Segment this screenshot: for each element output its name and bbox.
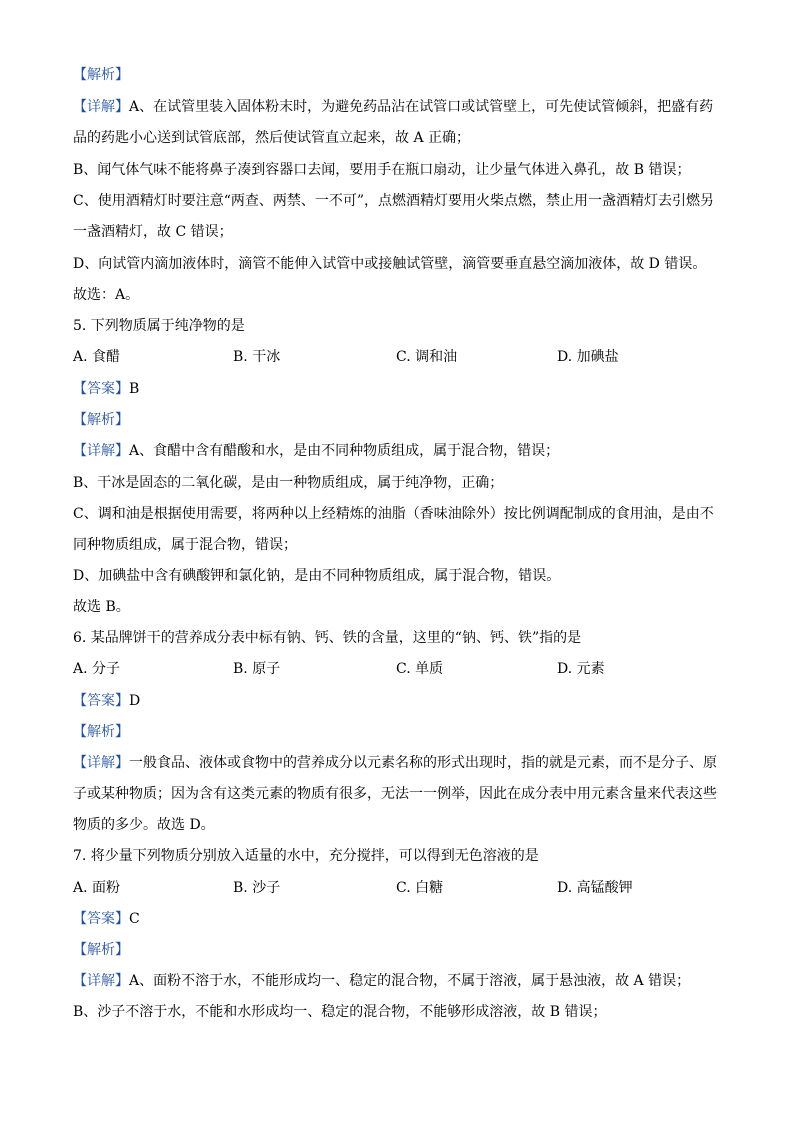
option-a: A. 分子 [73, 661, 121, 677]
detail-text: A、面粉不溶于水，不能形成均一、稳定的混合物，不属于溶液，属于悬浊液，故 A 错误； [129, 973, 691, 989]
detail-line: B、沙子不溶于水，不能和水形成均一、稳定的混合物，不能够形成溶液，故 B 错误； [73, 1004, 607, 1020]
detail-line: B、闻气体气味不能将鼻子凑到容器口去闻，要用手在瓶口扇动，让少量气体进入鼻孔，故 B 错误； [73, 162, 691, 178]
detail-line: D、加碘盐中含有碘酸钾和氯化钠，是由不同种物质组成，属于混合物，错误。 [73, 568, 561, 584]
detail-line: 物质的多少。故选 D。 [73, 817, 215, 833]
option-c: C. 白糖 [396, 880, 444, 896]
answer-line [73, 379, 723, 399]
option-b: B. 干冰 [233, 349, 281, 365]
analysis-label: 【解析】 [73, 942, 129, 958]
detail-line [73, 971, 723, 991]
analysis-label: 【解析】 [73, 724, 129, 740]
detail-text: A、在试管里装入固体粉末时，为避免药品沾在试管口或试管壁上，可先使试管倾斜，把盛有药 [129, 99, 714, 115]
detail-line: 一盏酒精灯，故 C 错误； [73, 224, 233, 240]
answer-label: 【答案】 [73, 911, 129, 927]
detail-line [73, 97, 723, 117]
detail-line [73, 441, 723, 461]
answer-value: D [129, 693, 141, 709]
option-d: D. 加碘盐 [557, 349, 619, 365]
detail-line: B、干冰是固态的二氧化碳，是由一种物质组成，属于纯净物，正确； [73, 475, 504, 491]
option-d: D. 高锰酸钾 [557, 880, 633, 896]
detail-label: 【详解】 [73, 973, 129, 989]
option-d: D. 元素 [557, 661, 605, 677]
detail-label: 【详解】 [73, 99, 129, 115]
detail-line: 子或某种物质；因为含有这类元素的物质有很多，无法一一例举，因此在成分表中用元素含量来代表这些 [73, 786, 717, 802]
detail-line: C、使用酒精灯时要注意“两查、两禁、一不可”，点燃酒精灯要用火柴点燃，禁止用一盏酒精灯去引燃另 [73, 193, 715, 209]
analysis-label: 【解析】 [73, 67, 129, 83]
option-b: B. 原子 [233, 661, 281, 677]
option-c: C. 单质 [396, 661, 444, 677]
answer-value: C [129, 911, 140, 927]
option-a: A. 面粉 [73, 880, 121, 896]
question-stem: 7. 将少量下列物质分别放入适量的水中，充分搅拌，可以得到无色溶液的是 [73, 848, 539, 864]
detail-line: 同种物质组成，属于混合物，错误； [73, 537, 297, 553]
detail-line: D、向试管内滴加液体时，滴管不能伸入试管中或接触试管壁，滴管要垂直悬空滴加液体，故 D 错误。 [73, 256, 707, 272]
conclusion-line: 故选 B。 [73, 599, 130, 615]
conclusion-line: 故选：A。 [73, 287, 140, 303]
detail-label: 【详解】 [73, 443, 129, 459]
answer-line [73, 909, 723, 929]
option-c: C. 调和油 [396, 349, 458, 365]
detail-label: 【详解】 [73, 755, 129, 771]
option-a: A. 食醋 [73, 349, 121, 365]
detail-text: 一般食品、液体或食物中的营养成分以元素名称的形式出现时，指的就是元素，而不是分子、原 [129, 755, 717, 771]
answer-label: 【答案】 [73, 381, 129, 397]
detail-line: C、调和油是根据使用需要，将两种以上经精炼的油脂（香味油除外）按比例调配制成的食用油，是由不 [73, 506, 714, 522]
detail-text: A、食醋中含有醋酸和水，是由不同种物质组成，属于混合物，错误； [129, 443, 560, 459]
answer-value: B [129, 381, 140, 397]
detail-line [73, 753, 723, 773]
option-b: B. 沙子 [233, 880, 281, 896]
question-stem: 6. 某品牌饼干的营养成分表中标有钠、钙、铁的含量，这里的“钠、钙、铁”指的是 [73, 630, 582, 646]
analysis-label: 【解析】 [73, 412, 129, 428]
question-stem: 5. 下列物质属于纯净物的是 [73, 318, 245, 334]
answer-label: 【答案】 [73, 693, 129, 709]
answer-line [73, 691, 723, 711]
detail-line: 品的药匙小心送到试管底部，然后使试管直立起来，故 A 正确； [73, 130, 471, 146]
